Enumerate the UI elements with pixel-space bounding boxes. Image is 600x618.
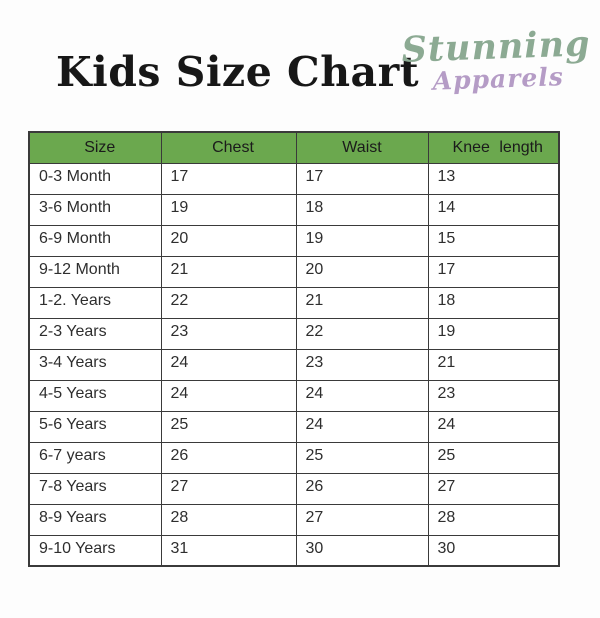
table-cell: 28: [428, 504, 559, 535]
size-cell: 1-2. Years: [29, 287, 161, 318]
page-title: Kids Size Chart: [56, 48, 420, 96]
size-cell: 9-12 Month: [29, 256, 161, 287]
table-row: [29, 473, 559, 504]
table-cell: 25: [161, 411, 296, 442]
header-cell-waist: Waist: [296, 132, 428, 163]
table-cell: 20: [161, 225, 296, 256]
table-cell: 25: [296, 442, 428, 473]
table-cell: 19: [161, 194, 296, 225]
table-row: [29, 256, 559, 287]
table-row: [29, 225, 559, 256]
table-cell: 15: [428, 225, 559, 256]
header-cell-chest: Chest: [161, 132, 296, 163]
table-cell: 20: [296, 256, 428, 287]
table-cell: 24: [296, 411, 428, 442]
table-cell: 18: [428, 287, 559, 318]
size-cell: 5-6 Years: [29, 411, 161, 442]
size-cell: 4-5 Years: [29, 380, 161, 411]
size-cell: 6-9 Month: [29, 225, 161, 256]
size-cell: 3-6 Month: [29, 194, 161, 225]
table-cell: 21: [428, 349, 559, 380]
table-header-row: [29, 132, 559, 163]
table-cell: 17: [161, 163, 296, 194]
table-cell: 23: [428, 380, 559, 411]
header-cell-knee-length: Knee length: [428, 132, 559, 163]
table-cell: 24: [428, 411, 559, 442]
table-cell: 13: [428, 163, 559, 194]
table-cell: 28: [161, 504, 296, 535]
table-cell: 18: [296, 194, 428, 225]
table-cell: 26: [161, 442, 296, 473]
table-cell: 19: [296, 225, 428, 256]
table-cell: 24: [296, 380, 428, 411]
table-row: [29, 318, 559, 349]
table-cell: 30: [296, 535, 428, 566]
table-cell: 23: [161, 318, 296, 349]
table-row: [29, 349, 559, 380]
brand-logo-line2: Apparels: [432, 62, 565, 96]
size-cell: 7-8 Years: [29, 473, 161, 504]
size-cell: 9-10 Years: [29, 535, 161, 566]
table-row: [29, 194, 559, 225]
table-row: [29, 287, 559, 318]
table-cell: 23: [296, 349, 428, 380]
table-cell: 14: [428, 194, 559, 225]
table-cell: 22: [161, 287, 296, 318]
table-cell: 22: [296, 318, 428, 349]
table-cell: 30: [428, 535, 559, 566]
table-cell: 24: [161, 349, 296, 380]
size-cell: 0-3 Month: [29, 163, 161, 194]
brand-logo-line1: Stunning: [400, 23, 592, 71]
table-cell: 24: [161, 380, 296, 411]
table-cell: 17: [296, 163, 428, 194]
size-chart-table: [28, 131, 560, 567]
table-cell: 27: [428, 473, 559, 504]
table-row: [29, 442, 559, 473]
brand-logo: [400, 23, 592, 96]
table-cell: 17: [428, 256, 559, 287]
table-cell: 27: [296, 504, 428, 535]
table-row: [29, 163, 559, 194]
header-cell-size: Size: [29, 132, 161, 163]
size-cell: 6-7 years: [29, 442, 161, 473]
table-row: [29, 411, 559, 442]
table-cell: 19: [428, 318, 559, 349]
table-cell: 27: [161, 473, 296, 504]
table-row: [29, 504, 559, 535]
table-cell: 25: [428, 442, 559, 473]
table-cell: 21: [161, 256, 296, 287]
table-row: [29, 380, 559, 411]
size-cell: 8-9 Years: [29, 504, 161, 535]
table-cell: 26: [296, 473, 428, 504]
table-row: [29, 535, 559, 566]
size-cell: 2-3 Years: [29, 318, 161, 349]
table-cell: 21: [296, 287, 428, 318]
table-cell: 31: [161, 535, 296, 566]
size-cell: 3-4 Years: [29, 349, 161, 380]
